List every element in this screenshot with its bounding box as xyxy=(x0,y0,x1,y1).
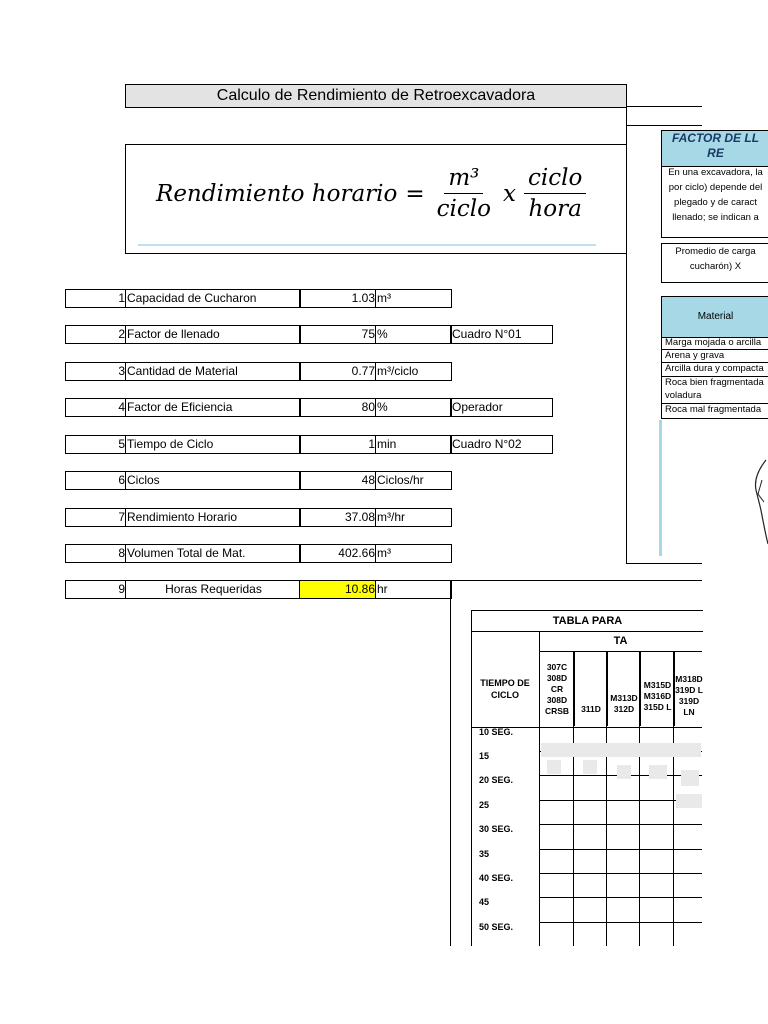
divider xyxy=(626,106,627,125)
material-header: Material xyxy=(661,296,768,338)
row-unit[interactable]: % xyxy=(375,325,452,344)
row-value[interactable]: 75 xyxy=(299,325,376,344)
panel-description xyxy=(661,165,768,238)
row-number: 3 xyxy=(65,362,126,381)
shaded-block xyxy=(617,765,631,779)
material-row: Roca mal fragmentada xyxy=(661,404,768,419)
frac1-den: ciclo xyxy=(436,196,491,222)
row-unit[interactable]: m³/hr xyxy=(375,508,452,527)
row-unit[interactable]: min xyxy=(375,435,452,454)
panel-text-line: Promedio de carga xyxy=(675,246,756,257)
model-label: 315D L xyxy=(643,701,672,712)
table-border xyxy=(673,652,674,946)
row-reference[interactable]: Cuadro N°02 xyxy=(450,435,553,454)
row-unit[interactable]: hr xyxy=(375,580,452,599)
divider xyxy=(450,580,702,581)
material-row: Roca bien fragmentada xyxy=(661,377,768,390)
sheet-title: Calculo de Rendimiento de Retroexcavadora xyxy=(125,84,627,108)
time-header-line: TIEMPO DE xyxy=(480,678,530,688)
model-column-header xyxy=(607,652,640,726)
panel-border xyxy=(626,125,627,563)
time-row-label: 40 SEG. xyxy=(479,873,514,883)
panel-text-line: En una excavadora, la xyxy=(668,167,763,178)
shaded-block xyxy=(676,794,702,808)
table-border xyxy=(539,873,702,874)
row-label[interactable]: Rendimiento Horario xyxy=(125,508,301,527)
row-unit[interactable]: Ciclos/hr xyxy=(375,471,452,490)
shaded-block xyxy=(583,760,597,774)
model-column-header xyxy=(574,652,607,726)
panel-text-line: llenado; se indican a xyxy=(672,212,759,223)
model-label: M318D xyxy=(675,674,703,684)
row-value[interactable]: 1 xyxy=(299,435,376,454)
panel-header-line2: RE xyxy=(707,146,724,160)
model-label: 308D CR xyxy=(546,672,568,694)
formula-eq: = xyxy=(405,180,425,207)
row-number: 7 xyxy=(65,508,126,527)
time-row-label: 15 xyxy=(479,751,490,761)
row-number: 5 xyxy=(65,435,126,454)
row-unit[interactable]: m³ xyxy=(375,289,452,308)
row-unit[interactable]: m³ xyxy=(375,544,452,563)
frac2-num: ciclo xyxy=(524,165,586,194)
row-value[interactable]: 402.66 xyxy=(299,544,376,563)
shaded-block xyxy=(681,770,699,786)
panel-header xyxy=(661,130,768,167)
row-label[interactable]: Capacidad de Cucharon xyxy=(125,289,301,308)
panel-text-line: plegado y de caract xyxy=(674,197,757,208)
row-value[interactable]: 1.03 xyxy=(299,289,376,308)
formula-times: x xyxy=(503,180,516,207)
row-reference[interactable]: Operador xyxy=(450,398,553,417)
row-value[interactable]: 0.77 xyxy=(299,362,376,381)
row-value[interactable]: 48 xyxy=(299,471,376,490)
row-number: 9 xyxy=(65,580,126,599)
model-label: 311D xyxy=(581,703,601,714)
panel-accent-strip xyxy=(659,420,662,556)
shaded-block xyxy=(547,760,561,774)
material-row: Arcilla dura y compacta xyxy=(661,363,768,377)
panel-text-line: cucharón) X xyxy=(689,261,742,272)
row-label[interactable]: Ciclos xyxy=(125,471,301,490)
row-value[interactable]: 37.08 xyxy=(299,508,376,527)
model-label: M316D xyxy=(643,690,672,701)
row-label[interactable]: Cantidad de Material xyxy=(125,362,301,381)
time-row-label: 30 SEG. xyxy=(479,824,514,834)
divider xyxy=(626,106,702,107)
divider xyxy=(626,125,702,126)
model-label: 308D xyxy=(546,694,568,705)
table-border xyxy=(539,922,702,923)
time-row-label: 25 xyxy=(479,800,490,810)
row-value-highlighted[interactable]: 10.86 xyxy=(299,580,376,599)
model-label: 312D xyxy=(613,704,635,714)
row-number: 4 xyxy=(65,398,126,417)
model-label: CRSB xyxy=(544,705,570,716)
formula xyxy=(156,165,586,222)
row-number: 6 xyxy=(65,471,126,490)
excavator-sketch-icon xyxy=(748,458,768,548)
model-column-header xyxy=(640,652,674,726)
cycle-table-subtitle: TA xyxy=(539,631,702,652)
time-row-label: 10 SEG. xyxy=(479,727,514,737)
material-row: Arena y grava xyxy=(661,350,768,363)
model-label: 319D LN xyxy=(678,696,700,717)
row-label[interactable]: Factor de llenado xyxy=(125,325,301,344)
row-unit[interactable]: m³/ciclo xyxy=(375,362,452,381)
table-border xyxy=(539,849,702,850)
time-row-label: 20 SEG. xyxy=(479,775,514,785)
row-reference[interactable]: Cuadro N°01 xyxy=(450,325,553,344)
table-border xyxy=(573,652,574,946)
row-label[interactable]: Horas Requeridas xyxy=(125,580,301,599)
time-row-label: 35 xyxy=(479,849,490,859)
row-unit[interactable]: % xyxy=(375,398,452,417)
formula-box xyxy=(125,144,627,254)
panel-border xyxy=(626,563,702,564)
model-label: 319D L xyxy=(675,685,703,695)
material-row: voladura xyxy=(661,390,768,404)
fraction-cycles-per-hour xyxy=(524,165,586,222)
material-row: Marga mojada o arcilla xyxy=(661,337,768,350)
time-header-line: CICLO xyxy=(490,690,519,700)
model-column-header xyxy=(539,652,574,726)
panel-text-line: por ciclo) depende del xyxy=(668,182,763,193)
row-number: 1 xyxy=(65,289,126,308)
time-row-label: 50 SEG. xyxy=(479,922,514,932)
time-row-label: 45 xyxy=(479,897,490,907)
row-number: 2 xyxy=(65,325,126,344)
panel-average-note xyxy=(661,243,768,283)
row-label[interactable]: Volumen Total de Mat. xyxy=(125,544,301,563)
table-border xyxy=(639,652,640,946)
model-label: 307C xyxy=(546,661,568,672)
shaded-block xyxy=(649,765,667,779)
row-label[interactable]: Tiempo de Ciclo xyxy=(125,435,301,454)
row-label[interactable]: Factor de Eficiencia xyxy=(125,398,301,417)
fraction-volume-per-cycle xyxy=(433,165,495,222)
frac1-num: m³ xyxy=(444,165,483,194)
table-border xyxy=(539,824,702,825)
model-column-header xyxy=(674,652,703,726)
frac2-den: hora xyxy=(528,196,582,222)
panel-header-line1: FACTOR DE LL xyxy=(671,131,760,145)
formula-lhs: Rendimiento horario xyxy=(156,180,398,207)
divider xyxy=(450,580,451,946)
formula-underline xyxy=(138,244,596,246)
time-header xyxy=(471,652,539,726)
cycle-table-title: TABLA PARA xyxy=(471,610,703,632)
row-number: 8 xyxy=(65,544,126,563)
table-border xyxy=(606,652,607,946)
model-label: M313D xyxy=(610,693,638,703)
model-label: M315D xyxy=(643,679,672,690)
row-value[interactable]: 80 xyxy=(299,398,376,417)
shaded-band xyxy=(541,743,701,757)
table-border xyxy=(539,897,702,898)
cycle-table xyxy=(471,610,702,946)
